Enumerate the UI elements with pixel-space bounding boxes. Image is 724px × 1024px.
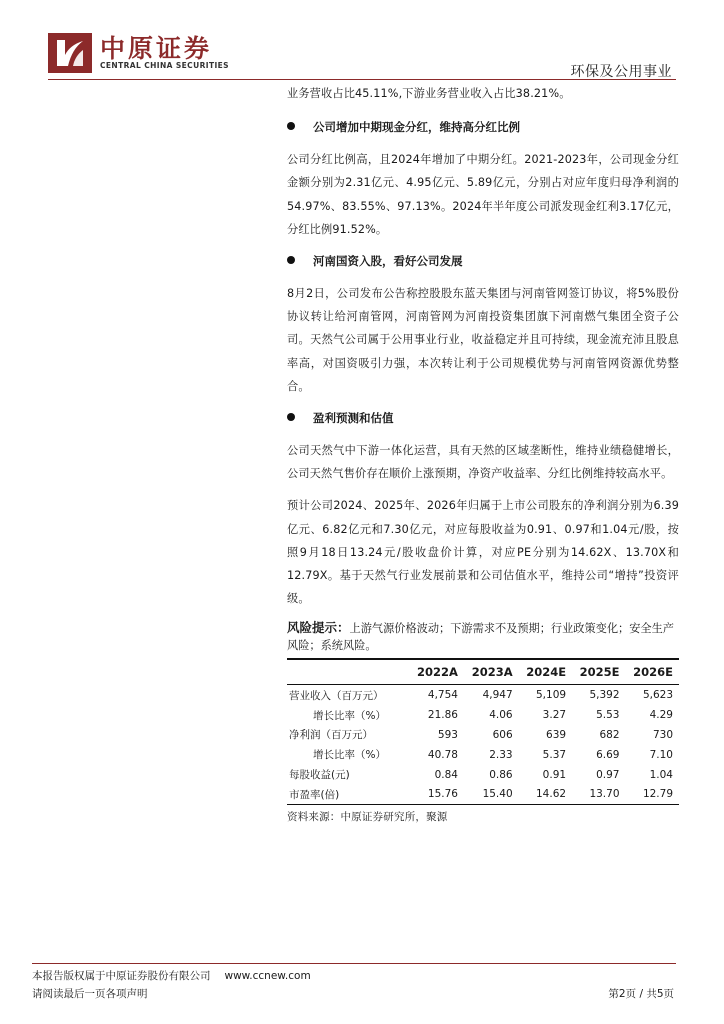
table-row — [287, 705, 679, 725]
footer-divider — [32, 963, 676, 964]
row-label: 市盈率(倍) — [287, 784, 409, 804]
table-cell: 6.69 — [596, 748, 620, 761]
row-label: 每股收益(元) — [289, 769, 350, 782]
table-header-cell: 2022A — [409, 659, 464, 685]
logo-chinese-name: 中原证券 — [100, 34, 213, 63]
company-logo-icon — [48, 33, 92, 73]
footer-disclaimer: 请阅读最后一页各项声明 — [32, 988, 148, 1000]
table-row — [287, 784, 679, 804]
table-cell: 5,392 — [589, 689, 620, 702]
table-row — [287, 765, 679, 785]
table-cell: 4.06 — [489, 709, 513, 722]
table-header-cell: 2024E — [519, 659, 572, 685]
bullet-icon — [287, 413, 295, 421]
table-cell: 606 — [492, 728, 513, 741]
table-cell: 0.91 — [542, 768, 567, 781]
table-row — [287, 725, 679, 745]
table-cell: 12.79 — [626, 784, 680, 804]
header-divider — [48, 79, 676, 80]
dividend-paragraph: 公司分红比例高，且2024年增加了中期分红。2021-2023年，公司现金分红金额分别为2.31亿元、4.95亿元、5.89亿元，分别占对应年度归母净利润的54.97%、83.55%、97.13%。2024年半年度公司派发现金红利3.17亿元，分红比例91.52%。 — [287, 153, 679, 236]
risk-text: 上游气源价格波动；下游需求不及预期；行业政策变化；安全生产风险；系统风险。 — [287, 622, 674, 653]
table-cell: 0.86 — [489, 768, 513, 781]
page-header — [0, 0, 724, 80]
section-heading-state-capital — [287, 250, 679, 272]
page-number — [608, 985, 674, 1003]
risk-warning — [287, 619, 679, 654]
table-cell: 4.29 — [649, 709, 673, 722]
section-heading-dividend — [287, 116, 679, 138]
table-cell: 14.62 — [519, 784, 572, 804]
section-title: 盈利预测和估值 — [313, 411, 394, 426]
table-cell: 21.86 — [427, 709, 458, 722]
row-label: 净利润（百万元） — [289, 729, 373, 742]
industry-label: 环保及公用事业 — [570, 64, 672, 80]
table-cell: 730 — [652, 728, 673, 741]
table-cell: 5.53 — [596, 709, 620, 722]
table-cell: 682 — [599, 728, 620, 741]
section-heading-forecast — [287, 407, 679, 429]
footer-copyright: 本报告版权属于中原证券股份有限公司 — [32, 970, 211, 982]
table-cell: 13.70 — [572, 784, 625, 804]
table-cell: 639 — [546, 728, 567, 741]
table-cell: 0.97 — [596, 768, 620, 781]
table-cell: 593 — [437, 728, 458, 741]
table-cell: 3.27 — [542, 709, 567, 722]
bullet-icon — [287, 122, 295, 130]
table-cell: 2.33 — [489, 748, 513, 761]
table-cell: 4,947 — [482, 689, 513, 702]
row-label: 增长比率（%） — [313, 709, 386, 722]
table-source-note: 资料来源：中原证券研究所，聚源 — [287, 811, 448, 824]
table-header-cell — [287, 659, 409, 685]
current-page: 第2页 — [608, 988, 637, 1000]
bullet-icon — [287, 256, 295, 264]
row-label: 增长比率（%） — [313, 749, 386, 762]
forecast-paragraph-2: 预计公司2024、2025年、2026年归属于上市公司股东的净利润分别为6.39亿元、6.82亿元和7.30亿元，对应每股收益为0.91、0.97和1.04元/股，按照9月18日13.24元/股收盘价计算，对应PE分别为14.62X、13.70X和12.79X。基于天然气行业发展前景和公司估值水平，维持公司“增持”投资评级。 — [287, 499, 679, 606]
table-header-cell: 2023A — [464, 659, 519, 685]
table-header-cell: 2026E — [626, 659, 680, 685]
section-title: 河南国资入股，看好公司发展 — [313, 254, 463, 269]
table-cell: 5,623 — [642, 689, 673, 702]
main-column — [287, 82, 679, 824]
table-cell: 1.04 — [649, 768, 673, 781]
footer-website-link[interactable]: www.ccnew.com — [224, 970, 311, 982]
table-cell: 4,754 — [427, 689, 458, 702]
forecast-paragraph-1: 公司天然气中下游一体化运营，具有天然的区域垄断性，维持业绩稳健增长，公司天然气售价存在顺价上涨预期，净资产收益率、分红比例维持较高水平。 — [287, 444, 679, 481]
table-cell: 5.37 — [542, 748, 567, 761]
logo-english-name: CENTRAL CHINA SECURITIES — [100, 61, 229, 70]
intro-paragraph: 业务营收占比45.11%,下游业务营业收入占比38.21%。 — [287, 87, 571, 100]
table-header-cell: 2025E — [572, 659, 625, 685]
table-cell: 0.84 — [434, 768, 458, 781]
table-cell: 40.78 — [427, 748, 458, 761]
table-row — [287, 745, 679, 765]
table-cell: 15.40 — [464, 784, 519, 804]
page-footer — [32, 967, 311, 1003]
state-capital-paragraph: 8月2日，公司发布公告称控股股东蓝天集团与河南管网签订协议，将5%股份协议转让给河南管网，河南管网为河南投资集团旗下河南燃气集团全资子公司。天然气公司属于公用事业行业，收益稳定并且可持续，现金流充沛且股息率高，对国资吸引力强，本次转让利于公司规模优势与河南管网资源优势整合。 — [287, 287, 679, 393]
table-header-row — [287, 659, 679, 685]
row-label: 营业收入（百万元） — [289, 689, 384, 702]
table-cell: 5,109 — [536, 689, 567, 702]
table-cell: 7.10 — [649, 748, 673, 761]
table-row — [287, 685, 679, 705]
forecast-table — [287, 658, 679, 805]
section-title: 公司增加中期现金分红，维持高分红比例 — [313, 120, 520, 135]
total-pages: / 共5页 — [639, 988, 674, 1000]
risk-label: 风险提示： — [287, 620, 350, 636]
table-cell: 15.76 — [409, 784, 464, 804]
